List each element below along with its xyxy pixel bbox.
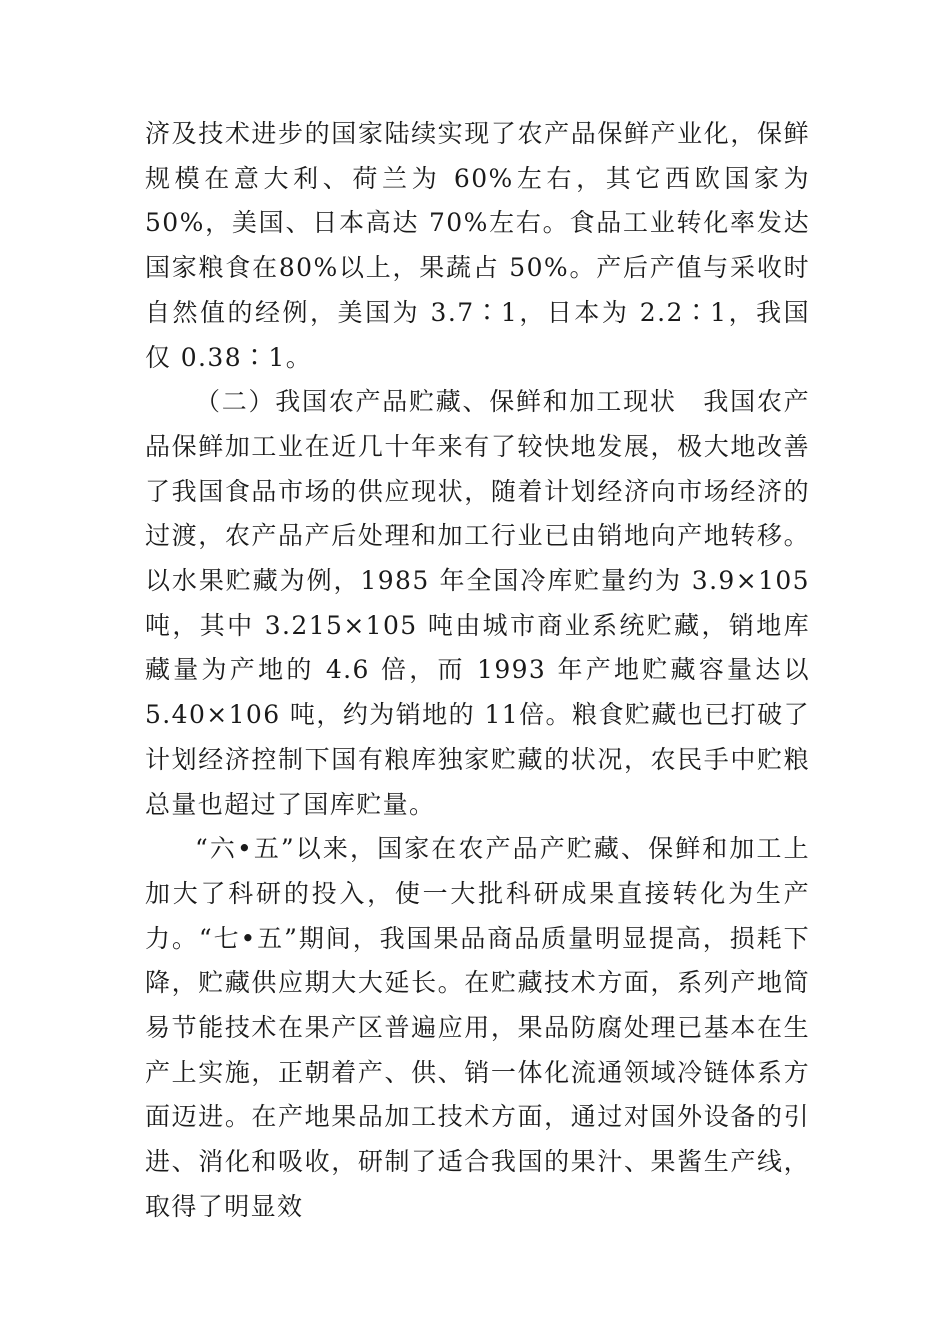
paragraph-3: “六•五”以来，国家在农产品产贮藏、保鲜和加工上加大了科研的投入，使一大批科研成果直接转化为生产力。“七•五”期间，我国果品商品质量明显提高，损耗下降，贮藏供应期大大延长。在贮藏技术方面，系列产地简易节能技术在果产区普遍应用，果品防腐处理已基本在生产上实施，正朝着产、供、销一体化流通领域冷链体系方面迈进。在产地果品加工技术方面，通过对国外设备的引进、消化和吸收，研制了适合我国的果汁、果酱生产线，取得了明显效 — [145, 834, 810, 1221]
paragraph-1: 济及技术进步的国家陆续实现了农产品保鲜产业化，保鲜规模在意大利、荷兰为 60%左右，其它西欧国家为 50%，美国、日本高达 70%左右。食品工业转化率发达国家粮食在80%以上，果蔬占 50%。产后产值与采收时自然值的经例，美国为 3.7∶1，日本为 2.2∶1，我国仅 0.38∶1。 — [145, 119, 810, 372]
document-page — [145, 112, 810, 1230]
paragraph-2: （二）我国农产品贮藏、保鲜和加工现状 我国农产品保鲜加工业在近几十年来有了较快地发展，极大地改善了我国食品市场的供应现状，随着计划经济向市场经济的过渡，农产品产后处理和加工行业已由销地向产地转移。以水果贮藏为例，1985 年全国冷库贮量约为 3.9×105 吨，其中 3.215×105 吨由城市商业系统贮藏，销地库藏量为产地的 4.6 倍，而 1993 年产地贮藏容量达以 5.40×106 吨，约为销地的 11倍。粮食贮藏也已打破了计划经济控制下国有粮库独家贮藏的状况，农民手中贮粮总量也超过了国库贮量。 — [145, 387, 810, 819]
